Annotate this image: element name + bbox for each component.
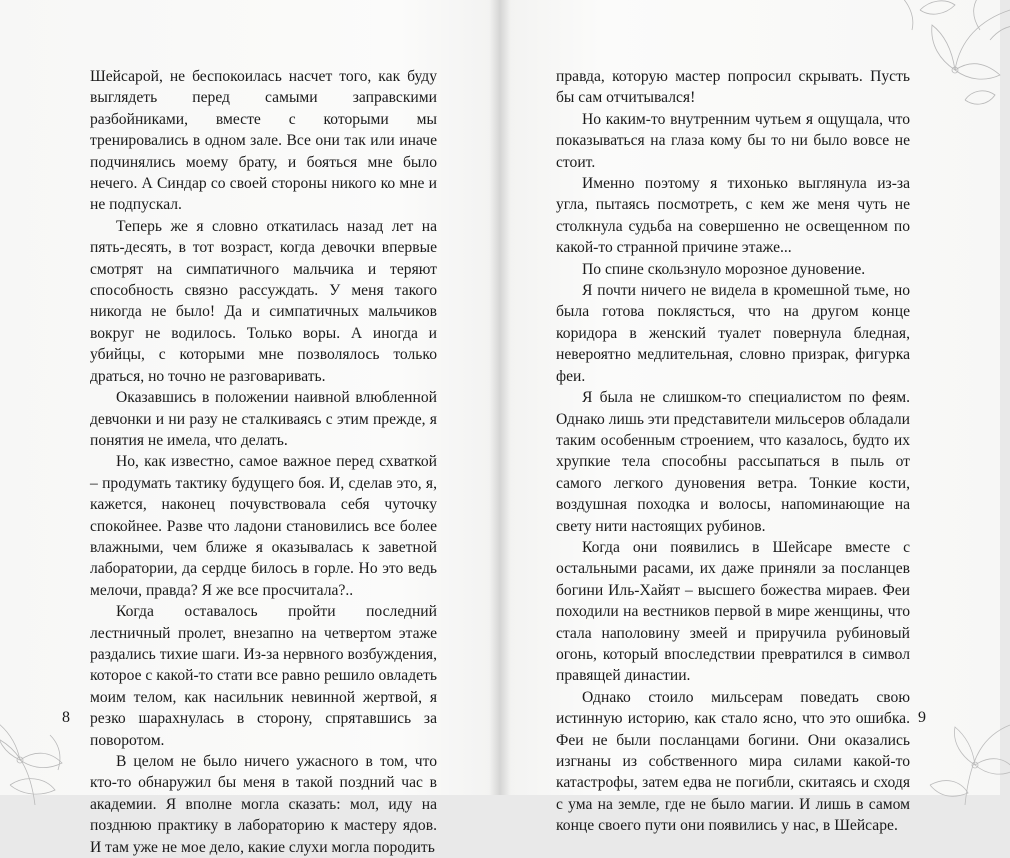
paragraph: Теперь же я словно откатилась назад лет на пять-десять, в тот возраст, когда девочки впервые смотрят на симпатичного мальчика и теряют способность связно рассуждать. У меня такого никогда не было! Да и симпатичных мальчиков вокруг не водилось. Только воры. А иногда и убийцы, с которыми мне позволялось только драться, но точно не разговаривать. xyxy=(90,217,437,385)
paragraph: Но каким-то внутренним чутьем я ощущала, что показываться на глаза кому бы то ни было вовсе не стоит. xyxy=(556,110,910,171)
paragraph: Но, как известно, самое важное перед схваткой – продумать тактику будущего боя. И, сделав это, я, кажется, наконец почувствовала себя чуточку спокойнее. Разве что ладони становились все более влажными, чем ближе я оказывалась к заветной лаборатории, да сердце билось в горле. Но это ведь мелочи, правда? Я же все просчитала?.. xyxy=(90,453,437,599)
paragraph: По спине скользнуло морозное дуновение. xyxy=(582,260,866,278)
paragraph: Однако стоило мильсерам поведать свою истинную историю, как стало ясно, что это ошибка. Феи не были посланцами богини. Они оказались изгнаны из собственного мира силами какой-то катастрофы, затем едва не погибли, скитаясь и сходя с ума на земле, где не было магии. И лишь в самом конце своего пути они появились у нас, в Шейсаре. xyxy=(556,688,910,835)
right-page xyxy=(500,0,1000,835)
paragraph: Шейсарой, не беспокоилась насчет того, как буду выглядеть перед самыми заправскими разбойниками, вместе с которыми мы тренировались в одном зале. Все они так или иначе подчинялись моему брату, и бояться мне было нечего. А Синдар со своей стороны никого ко мне и не подпускал. xyxy=(90,68,437,214)
paragraph: Именно поэтому я тихонько выглянула из-за угла, пытаясь посмотреть, с кем же меня чуть не столкнула судьба на совершенно не освещенном по какой-то странной причине этаже... xyxy=(556,175,910,257)
paragraph: В целом не было ничего ужасного в том, что кто-то обнаружил бы меня в такой поздний час в академии. Я вполне могла сказать: мол, иду на позднюю практику в лабораторию к мастеру ядов. И там уже не мое дело, какие слухи могла породить xyxy=(90,753,437,856)
paragraph: правда, которую мастер попросил скрывать. Пусть бы сам отчитывался! xyxy=(556,68,910,107)
page-number: 9 xyxy=(918,709,926,726)
paragraph: Когда они появились в Шейсаре вместе с остальными расами, их даже приняли за посланцев богини Иль-Хайят – высшего божества мираев. Феи походили на вестников первой в мире женщины, что стала наполовину змеей и приручила рубиновый огонь, который впоследствии превратился в символ правящей династии. xyxy=(556,538,910,685)
page-number: 8 xyxy=(62,709,70,726)
left-page-text xyxy=(90,66,437,858)
paragraph: Когда оставалось пройти последний лестничный пролет, внезапно на четвертом этаже раздались тихие шаги. Из-за нервного возбуждения, которое с какой-то стати все равно решило овладеть моим телом, как насильник невинной жертвой, я резко шарахнулась в сторону, спрятавшись за поворотом. xyxy=(90,603,437,749)
right-page-text xyxy=(556,66,910,837)
paragraph: Я почти ничего не видела в кромешной тьме, но была готова поклясться, что на другом конце коридора в женский туалет повернула бледная, невероятно медлительная, словно призрак, фигурка феи. xyxy=(556,282,910,385)
paragraph: Я была не слишком-то специалистом по феям. Однако лишь эти представители мильсеров обладали таким особенным строением, что казалось, будто их хрупкие тела способны рассыпаться в пыль от самого легкого дуновения ветра. Тонкие кости, воздушная походка и волосы, напоминающие на свету нити настоящих рубинов. xyxy=(556,389,910,535)
paragraph: Оказавшись в положении наивной влюбленной девчонки и ни разу не сталкиваясь с этим прежде, я понятия не имела, что делать. xyxy=(90,389,437,449)
left-page xyxy=(0,0,500,856)
